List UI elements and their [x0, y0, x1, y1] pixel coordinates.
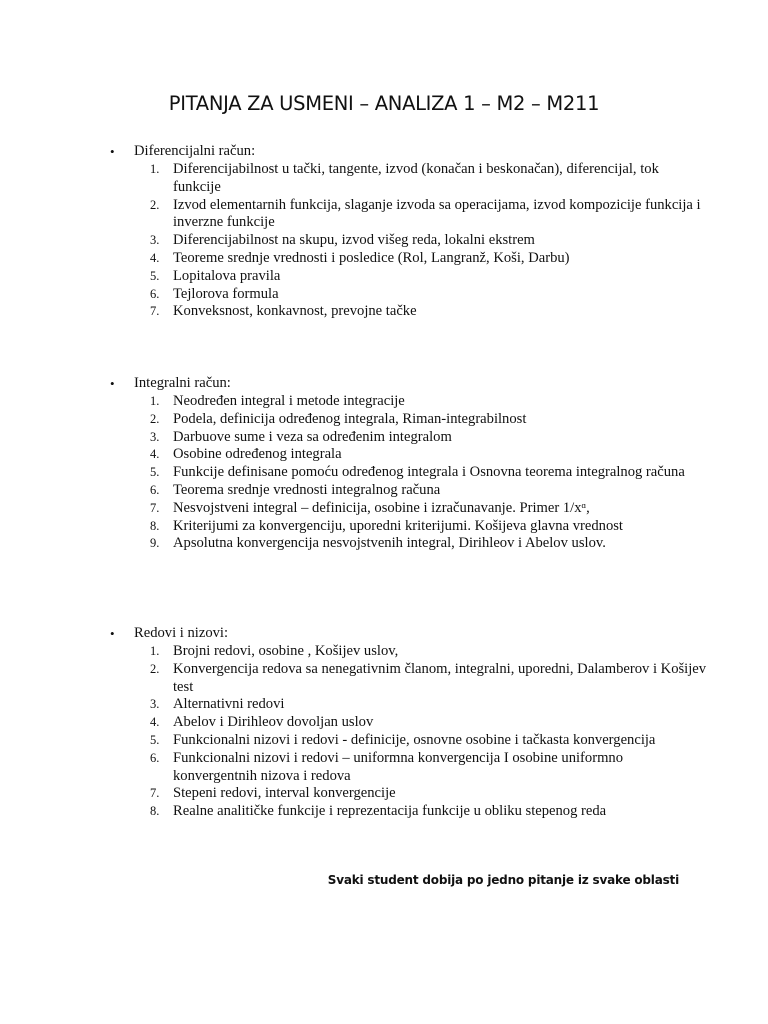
footer-note: Svaki student dobija po jedno pitanje iz svake oblasti — [327, 873, 679, 887]
list-item — [0, 268, 768, 286]
section-heading-row — [0, 375, 768, 393]
item-text: Diferencijabilnost u tački, tangente, izvod (konačan i beskonačan), diferencijal, tok funkcije — [173, 161, 659, 195]
item-number: 3. — [150, 429, 160, 444]
item-number: 3. — [150, 697, 160, 712]
item-text: Nesvojstveni integral – definicija, osobine i izračunavanje. Primer 1/xᵅ, — [173, 499, 590, 516]
item-text: Tejlorova formula — [173, 285, 279, 302]
item-text: Teorema srednje vrednosti integralnog računa — [173, 481, 441, 498]
item-text: Funkcionalni nizovi i redovi – uniformna konvergencija I osobine uniformno konvergentnih nizova i redova — [173, 749, 624, 784]
item-text: Konvergencija redova sa nenegativnim članom, integralni, uporedni, Dalamberov i Košijev test — [173, 660, 707, 695]
section-redovi-i-nizovi — [0, 625, 768, 821]
item-text: Darbuove sume i veza sa određenim integralom — [173, 428, 452, 445]
list-item — [0, 500, 768, 518]
bullet-icon: • — [110, 376, 115, 391]
question-list — [0, 161, 768, 321]
section-diferencijalni-racun — [0, 143, 768, 321]
item-number: 7. — [150, 304, 160, 319]
section-integralni-racun — [0, 375, 768, 553]
item-number: 2. — [150, 197, 160, 212]
item-number: 4. — [150, 447, 160, 462]
item-text: Stepeni redovi, interval konvergencije — [173, 785, 396, 802]
section-heading: Diferencijalni račun: — [134, 143, 256, 159]
item-number: 7. — [150, 786, 160, 801]
item-text: Apsolutna konvergencija nesvojstvenih integral, Dirihleov i Abelov uslov. — [173, 535, 606, 552]
item-text: Realne analitičke funkcije i reprezentacija funkcije u obliku stepenog reda — [173, 803, 607, 820]
list-item — [0, 643, 768, 661]
section-heading-row — [0, 625, 768, 643]
item-text: Kriterijumi za konvergenciju, uporedni kriterijumi. Košijeva glavna vrednost — [173, 517, 623, 534]
item-text: Podela, definicija određenog integrala, Riman-integrabilnost — [173, 410, 527, 427]
bullet-icon: • — [110, 626, 115, 641]
item-number: 1. — [150, 162, 160, 176]
list-item — [0, 429, 768, 447]
list-item — [0, 714, 768, 732]
list-item — [0, 732, 768, 750]
list-item — [0, 161, 768, 197]
section-heading: Redovi i nizovi: — [134, 625, 229, 641]
item-number: 8. — [150, 518, 160, 533]
list-item — [0, 250, 768, 268]
item-text: Lopitalova pravila — [173, 267, 281, 284]
item-number: 6. — [150, 286, 160, 301]
item-number: 9. — [150, 536, 160, 551]
item-text: Konveksnost, konkavnost, prevojne tačke — [173, 303, 417, 320]
section-heading: Integralni račun: — [134, 375, 231, 391]
item-number: 5. — [150, 268, 160, 283]
question-list — [0, 393, 768, 553]
list-item — [0, 661, 768, 697]
list-item — [0, 197, 768, 233]
item-text: Diferencijabilnost na skupu, izvod višeg reda, lokalni ekstrem — [173, 232, 535, 249]
item-number: 2. — [150, 661, 160, 676]
item-number: 7. — [150, 500, 160, 515]
question-list — [0, 643, 768, 821]
item-number: 5. — [150, 732, 160, 747]
item-text: Alternativni redovi — [173, 696, 285, 713]
list-item — [0, 785, 768, 803]
section-heading-row — [0, 143, 768, 161]
list-item — [0, 535, 768, 553]
item-number: 3. — [150, 233, 160, 248]
bullet-icon: • — [110, 144, 115, 159]
list-item — [0, 303, 768, 321]
list-item — [0, 286, 768, 304]
list-item — [0, 803, 768, 821]
list-item — [0, 464, 768, 482]
item-text: Brojni redovi, osobine , Košijev uslov, — [173, 643, 399, 659]
item-number: 1. — [150, 644, 160, 658]
item-number: 4. — [150, 715, 160, 730]
list-item — [0, 393, 768, 411]
list-item — [0, 232, 768, 250]
item-number: 5. — [150, 465, 160, 480]
item-number: 8. — [150, 804, 160, 819]
item-text: Teoreme srednje vrednosti i posledice (Rol, Langranž, Koši, Darbu) — [173, 249, 570, 266]
item-text: Osobine određenog integrala — [173, 446, 342, 463]
item-text: Funkcije definisane pomoću određenog integrala i Osnovna teorema integralnog računa — [173, 464, 685, 481]
item-text: Neodređen integral i metode integracije — [173, 393, 405, 409]
item-text: Funkcionalni nizovi i redovi - definicije, osnovne osobine i tačkasta konvergencija — [173, 731, 656, 748]
list-item — [0, 482, 768, 500]
item-text: Abelov i Dirihleov dovoljan uslov — [173, 714, 374, 731]
list-item — [0, 518, 768, 536]
item-number: 1. — [150, 394, 160, 408]
item-number: 6. — [150, 750, 160, 765]
list-item — [0, 750, 768, 786]
list-item — [0, 696, 768, 714]
item-number: 2. — [150, 411, 160, 426]
item-text: Izvod elementarnih funkcija, slaganje izvoda sa operacijama, izvod kompozicije funkcija i inverzne funkcije — [173, 196, 701, 231]
item-number: 4. — [150, 250, 160, 265]
list-item — [0, 411, 768, 429]
list-item — [0, 446, 768, 464]
page-title: PITANJA ZA USMENI – ANALIZA 1 – M2 – M211 — [168, 92, 600, 115]
item-number: 6. — [150, 482, 160, 497]
